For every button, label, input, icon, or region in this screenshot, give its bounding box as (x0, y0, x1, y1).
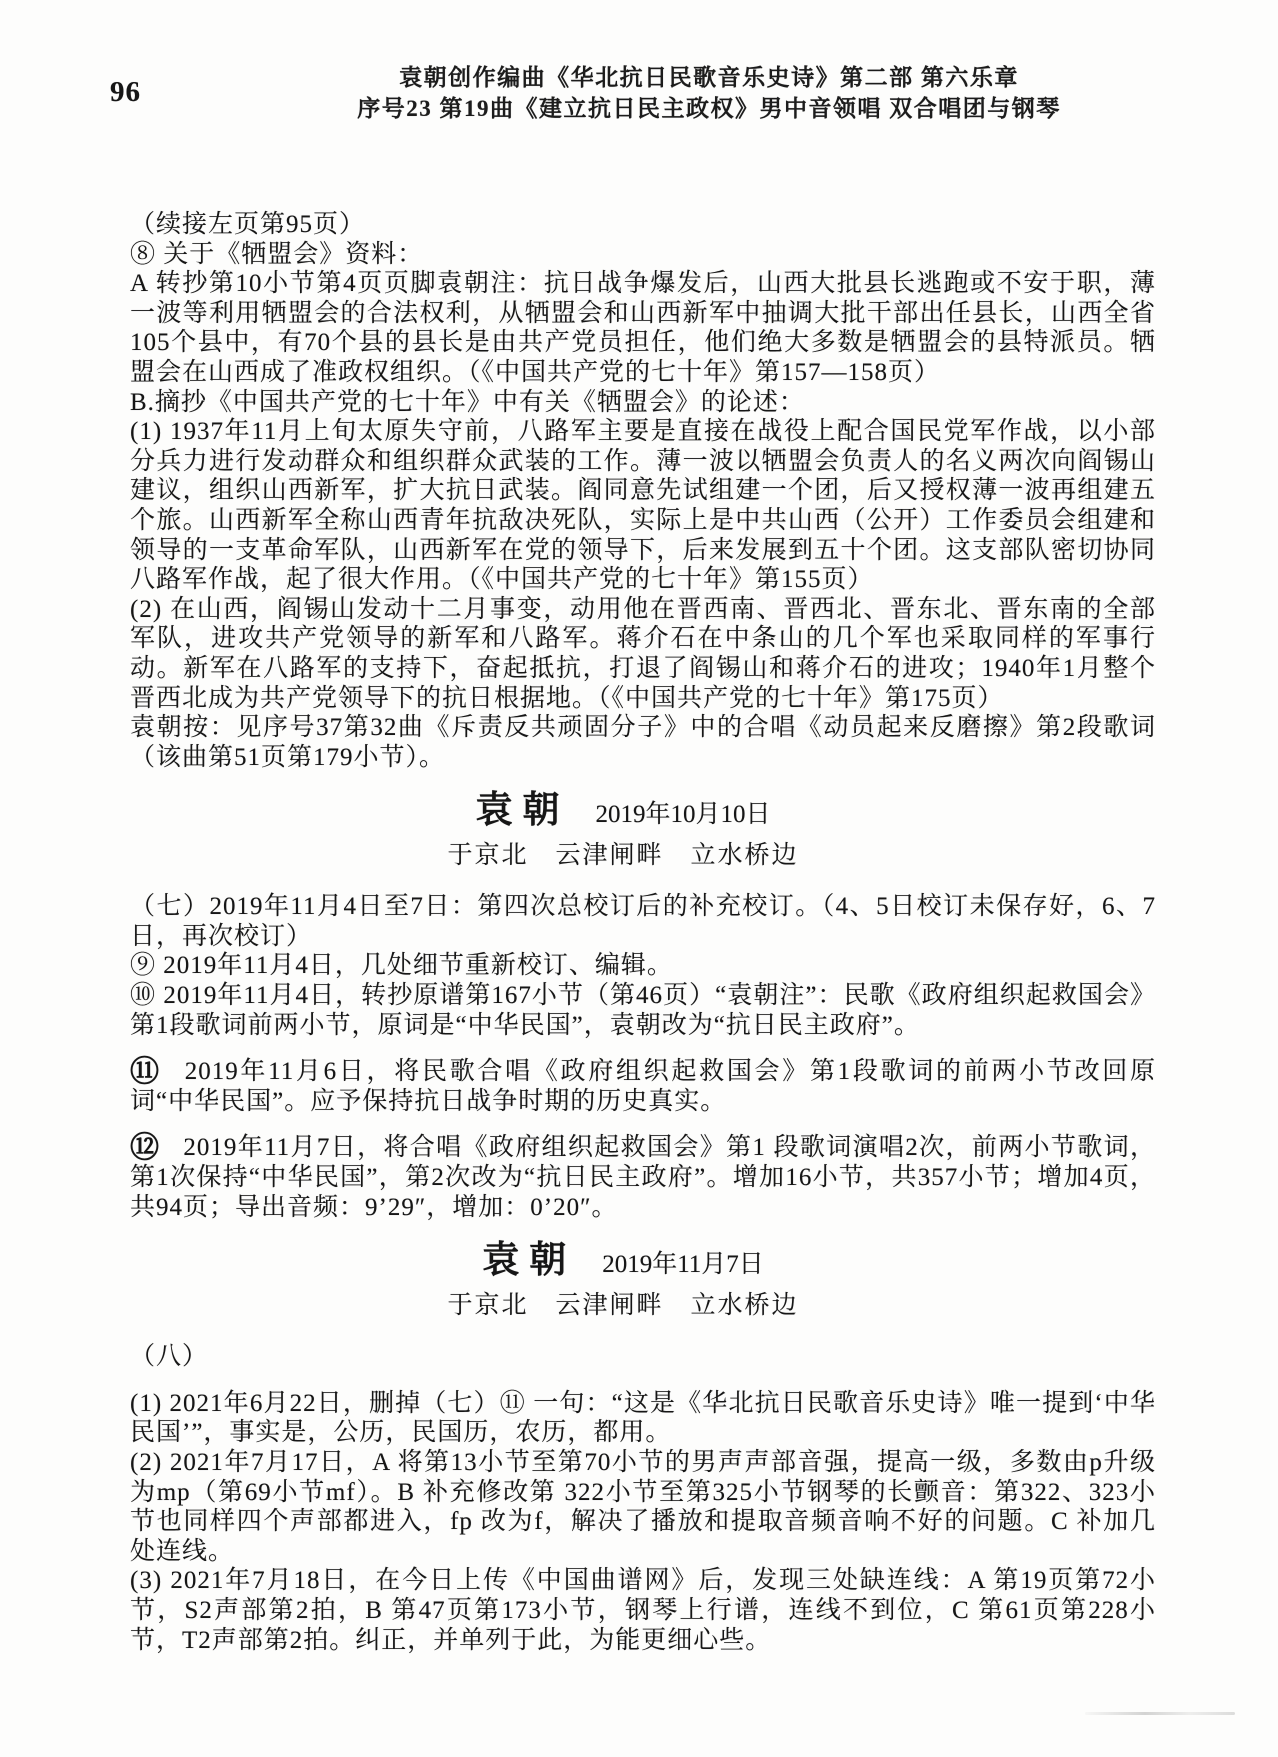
scan-artifact (1085, 1712, 1235, 1715)
section-8-item-3: (3) 2021年7月18日，在今日上传《中国曲谱网》后，发现三处缺连线：A 第19页第72小节，S2声部第2拍，B 第47页第173小节，钢琴上行谱，连线不到位，C 第61页第228小节，T2声部第2拍。纠正，并单列于此，为能更细心些。 (130, 1567, 1156, 1654)
note-item-12-text: 2019年11月7日，将合唱《政府组织起救国会》第1 段歌词演唱2次，前两小节歌词，第1次保持“中华民国”，第2次改为“抗日民主政府”。增加16小节，共357小节；增加4页，共94页；导出音频：9’29″，增加：0’20″。 (130, 1134, 1156, 1221)
section-8-title: （八） (130, 1343, 209, 1371)
header-line-1: 袁朝创作编曲《华北抗日民歌音乐史诗》第二部 第六乐章 (399, 65, 1019, 90)
section-7-intro: （七）2019年11月4日至7日：第四次总校订后的补充校订。（4、5日校订未保存好，6、7日，再次校订） (130, 893, 1156, 950)
signature-date: 2019年11月7日 (602, 1251, 764, 1279)
signature-date: 2019年10月10日 (595, 801, 771, 829)
note-item-10: ⑩ 2019年11月4日，转抄原谱第167小节（第46页）“袁朝注”：民歌《政府组织起救国会》第1段歌词前两小节，原词是“中华民国”，袁朝改为“抗日民主政府”。 (130, 982, 1156, 1039)
signature-block-2 (130, 1238, 1116, 1322)
circled-number-12: ⑫ (130, 1130, 160, 1165)
header-line-2: 序号23 第19曲《建立抗日民主政权》男中音领唱 双合唱团与钢琴 (357, 96, 1061, 121)
signature-location: 于京北 云津闸畔 立水桥边 (447, 842, 799, 870)
note-item-b1: (1) 1937年11月上旬太原失守前，八路军主要是直接在战役上配合国民党军作战，以小部分兵力进行发动群众和组织群众武装的工作。薄一波以牺盟会负责人的名义两次向阎锡山建议，组织山西新军，扩大抗日武装。阎同意先试组建一个团，后又授权薄一波再组建五个旅。山西新军全称山西青年抗敌决死队，实际上是中共山西（公开）工作委员会组建和领导的一支革命军队，山西新军在党的领导下，后来发展到五十个团。这支部队密切协同八路军作战，起了很大作用。（《中国共产党的七十年》第155页） (130, 418, 1156, 594)
signature-name: 袁朝 (475, 790, 570, 832)
document-header (210, 62, 1208, 124)
signature-line (130, 788, 1116, 838)
note-item-11-text: 2019年11月6日，将民歌合唱《政府组织起救国会》第1段歌词的前两小节改回原词“中华民国”。应予保持抗日战争时期的历史真实。 (130, 1058, 1156, 1115)
section-8-item-2: (2) 2021年7月17日，A 将第13小节至第70小节的男声声部音强，提高一级，多数由p升级为mp（第69小节mf）。B 补充修改第 322小节至第325小节钢琴的长颤音：第322、323小节也同样四个声部都进入，fp 改为f，解决了播放和提取音频音响不好的问题。C 补加几处连线。 (130, 1449, 1156, 1565)
page-number: 96 (110, 76, 141, 108)
note-item-8-title: ⑧ 关于《牺盟会》资料： (130, 240, 424, 268)
note-item-9: ⑨ 2019年11月4日，几处细节重新校订、编辑。 (130, 952, 673, 980)
signature-line (130, 1238, 1116, 1288)
signature-name: 袁朝 (482, 1240, 577, 1282)
note-item-11 (130, 1054, 1156, 1116)
note-item-a: A 转抄第10小节第4页页脚袁朝注：抗日战争爆发后，山西大批县长逃跑或不安于职，薄一波等利用牺盟会的合法权利，从牺盟会和山西新军中抽调大批干部出任县长，山西全省105个县中，有70个县的县长是由共产党员担任，他们绝大多数是牺盟会的县特派员。牺盟会在山西成了准政权组织。（《中国共产党的七十年》第157—158页） (130, 270, 1156, 386)
document-body (130, 210, 1156, 1655)
circled-number-11: ⑪ (130, 1054, 161, 1089)
continue-note: （续接左页第95页） (130, 211, 366, 238)
note-item-12 (130, 1130, 1156, 1222)
note-item-b-intro: B.摘抄《中国共产党的七十年》中有关《牺盟会》的论述： (130, 388, 805, 416)
section-8-item-1: (1) 2021年6月22日，删掉（七）⑪ 一句：“这是《华北抗日民歌音乐史诗》唯一提到‘中华民国’”，事实是，公历，民国历，农历，都用。 (130, 1389, 1156, 1447)
note-item-b2: (2) 在山西，阎锡山发动十二月事变，动用他在晋西南、晋西北、晋东北、晋东南的全部军队，进攻共产党领导的新军和八路军。蒋介石在中条山的几个军也采取同样的军事行动。新军在八路军的支持下，奋起抵抗，打退了阎锡山和蒋介石的进攻；1940年1月整个晋西北成为共产党领导下的抗日根据地。（《中国共产党的七十年》第175页） (130, 595, 1156, 712)
yuanchao-note: 袁朝按：见序号37第32曲《斥责反共顽固分子》中的合唱《动员起来反磨擦》第2段歌词（该曲第51页第179小节）。 (130, 714, 1156, 771)
signature-location: 于京北 云津闸畔 立水桥边 (447, 1292, 799, 1320)
signature-block-1 (130, 788, 1116, 872)
